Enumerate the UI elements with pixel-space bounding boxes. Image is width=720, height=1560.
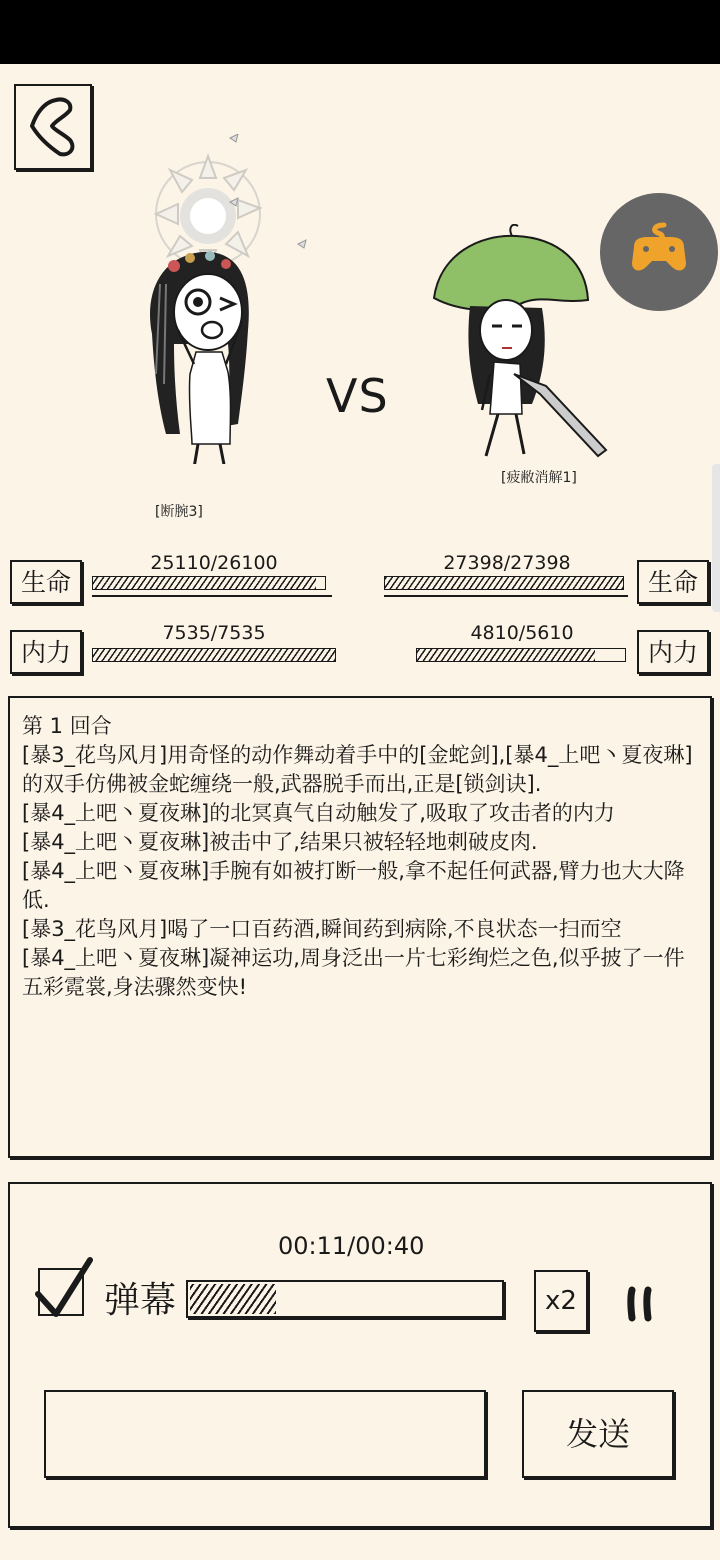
battle-log[interactable]	[8, 696, 712, 1158]
enemy-mp-label: 内力	[637, 630, 709, 674]
player-hp-value: 25110/26100	[150, 552, 278, 574]
log-line: [暴4_上吧丶夏夜琳]手腕有如被打断一般,拿不起任何武器,臂力也大大降低.	[22, 859, 685, 912]
log-line: [暴3_花鸟风月]喝了一口百药酒,瞬间药到病除,不良状态一扫而空	[22, 917, 622, 941]
player-hp-bar	[92, 576, 326, 590]
round-title: 第 1 回合	[22, 714, 112, 738]
back-arrow-icon	[26, 94, 82, 162]
pause-icon[interactable]	[626, 1286, 656, 1322]
enemy-hp-bar-fill	[385, 577, 623, 589]
player-mp-label: 内力	[10, 630, 82, 674]
enemy-mp-value: 4810/5610	[470, 622, 574, 644]
log-line: [暴4_上吧丶夏夜琳]凝神运功,周身泛出一片七彩绚烂之色,似乎披了一件五彩霓裳,身法骤然变快!	[22, 946, 685, 999]
danmaku-label: 弹幕	[104, 1280, 177, 1321]
enemy-character-portrait	[420, 224, 620, 464]
send-button[interactable]: 发送	[522, 1390, 674, 1478]
log-line: [暴4_上吧丶夏夜琳]被击中了,结果只被轻轻地刺破皮肉.	[22, 830, 538, 854]
log-line: [暴3_花鸟风月]用奇怪的动作舞动着手中的[金蛇剑],[暴4_上吧丶夏夜琳]的双手仿佛被金蛇缠绕一般,武器脱手而出,正是[锁剑诀].	[22, 743, 693, 796]
enemy-mp-bar-fill	[417, 649, 595, 661]
enemy-hp-underline	[384, 595, 628, 597]
vs-label: VS	[326, 369, 389, 423]
speed-button[interactable]: x2	[534, 1270, 588, 1332]
player-mp-value: 7535/7535	[162, 622, 266, 644]
player-hp-label: 生命	[10, 560, 82, 604]
side-drawer-handle[interactable]	[712, 464, 720, 612]
player-hp-underline	[92, 595, 332, 597]
enemy-hp-bar	[384, 576, 624, 590]
back-button[interactable]	[14, 84, 92, 170]
battle-screen	[0, 64, 720, 1560]
playback-progress-fill	[190, 1284, 276, 1314]
enemy-status-effect: [疲敝消解1]	[501, 470, 577, 486]
player-status-effect: [断腕3]	[155, 504, 203, 520]
playback-progress-bar[interactable]	[186, 1280, 504, 1318]
game-assistant-icon	[624, 217, 694, 287]
check-icon	[32, 1254, 96, 1320]
enemy-hp-value: 27398/27398	[443, 552, 571, 574]
enemy-hp-label: 生命	[637, 560, 709, 604]
replay-control-panel	[8, 1182, 712, 1528]
player-mp-bar-fill	[93, 649, 335, 661]
enemy-mp-bar	[416, 648, 626, 662]
player-mp-bar	[92, 648, 336, 662]
danmaku-input[interactable]	[44, 1390, 486, 1478]
player-hp-bar-fill	[93, 577, 316, 589]
danmaku-checkbox[interactable]	[38, 1268, 84, 1316]
log-line: [暴4_上吧丶夏夜琳]的北冥真气自动触发了,吸取了攻击者的内力	[22, 801, 615, 825]
playback-time: 00:11/00:40	[278, 1232, 425, 1260]
player-character-portrait	[130, 134, 310, 464]
status-bar	[0, 0, 720, 64]
